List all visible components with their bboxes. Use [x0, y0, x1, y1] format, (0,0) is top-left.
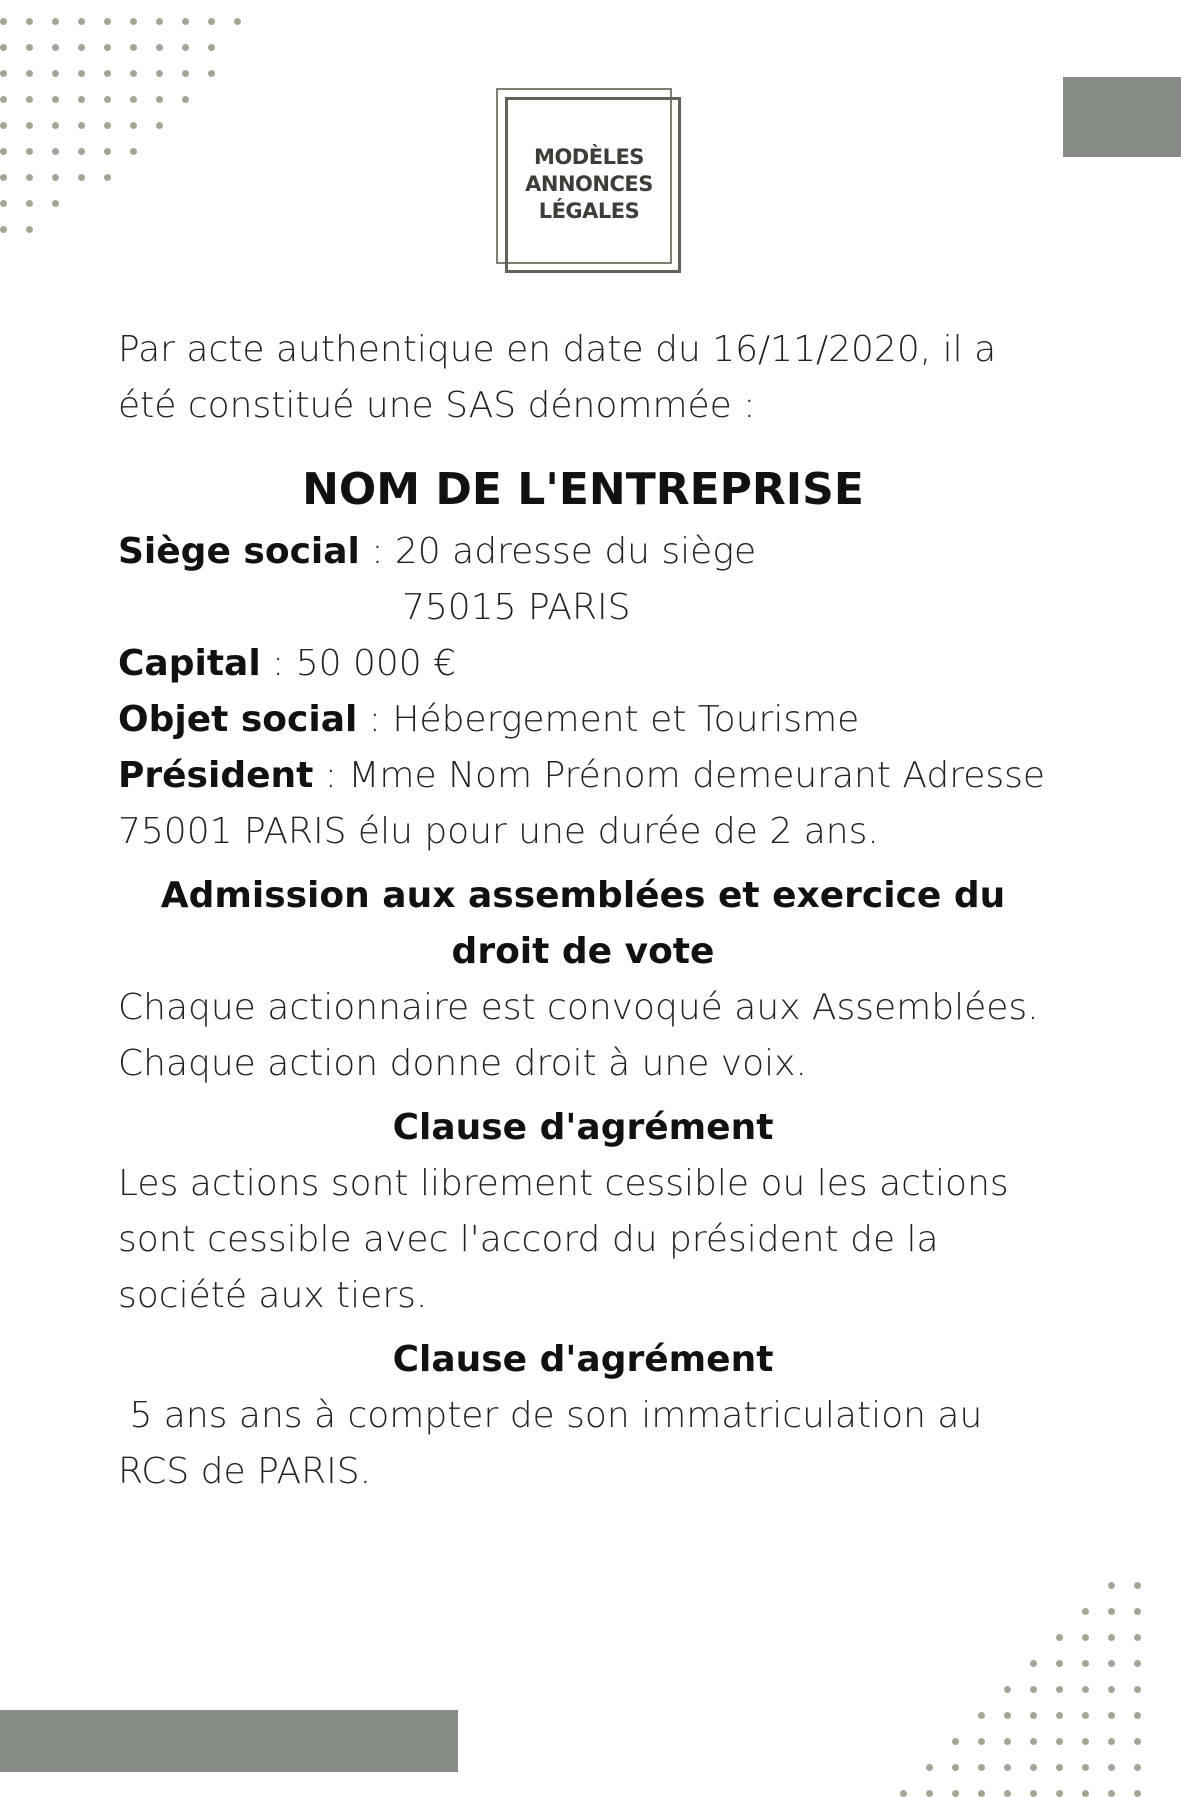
section-body: Les actions sont librement cessible ou les actions sont cessible avec l'accord du président de la société aux tiers. — [118, 1163, 1009, 1316]
decorative-dot — [1056, 1686, 1063, 1693]
decorative-dot — [156, 122, 163, 129]
section-heading: Clause d'agrément — [392, 1339, 774, 1380]
field-objet-sep: : — [357, 699, 393, 740]
field-siege-value-2: 75015 PARIS — [402, 587, 631, 628]
decorative-dot — [78, 44, 85, 51]
decorative-dot — [1082, 1790, 1089, 1797]
decorative-dot — [978, 1764, 985, 1771]
decorative-dot — [1004, 1686, 1011, 1693]
decorative-dot — [1004, 1764, 1011, 1771]
decorative-dot — [156, 70, 163, 77]
decorative-dot — [26, 70, 33, 77]
decorative-dot — [1108, 1608, 1115, 1615]
intro-text: Par acte authentique en date du 16/11/2020, il a été constitué une SAS dénommée : — [118, 329, 997, 426]
decorative-dot — [0, 200, 7, 207]
logo-line-2: ANNONCES — [525, 172, 653, 196]
decorative-dot — [0, 226, 7, 233]
decorative-dot — [978, 1738, 985, 1745]
decorative-dot — [130, 44, 137, 51]
decorative-dot — [1056, 1738, 1063, 1745]
decorative-dot — [1004, 1738, 1011, 1745]
field-objet-label: Objet social — [118, 699, 358, 740]
decorative-dot — [1030, 1660, 1037, 1667]
decorative-dot — [952, 1738, 959, 1745]
decorative-dot — [208, 70, 215, 77]
decorative-dot — [952, 1764, 959, 1771]
decorative-dot — [1134, 1712, 1141, 1719]
decorative-dot — [104, 174, 111, 181]
decorative-dot — [1082, 1634, 1089, 1641]
company-name: NOM DE L'ENTREPRISE — [302, 464, 864, 515]
decorative-dot — [156, 96, 163, 103]
decorative-dot — [978, 1712, 985, 1719]
decorative-dot — [182, 70, 189, 77]
decorative-dot — [0, 148, 7, 155]
decorative-dot — [1082, 1686, 1089, 1693]
field-president-label: Président — [118, 755, 314, 796]
decorative-dot — [26, 226, 33, 233]
decorative-dot — [978, 1790, 985, 1797]
logo-text — [496, 144, 682, 225]
decorative-dot — [0, 44, 7, 51]
legal-notice — [118, 322, 1048, 1500]
decorative-dot — [130, 96, 137, 103]
decorative-dot — [52, 44, 59, 51]
decorative-dot — [1134, 1790, 1141, 1797]
decorative-dot — [130, 18, 137, 25]
field-president — [118, 748, 1048, 860]
decorative-dot — [208, 44, 215, 51]
decorative-dot — [26, 96, 33, 103]
decorative-dot — [78, 148, 85, 155]
decorative-dot — [1082, 1608, 1089, 1615]
decorative-dot — [1108, 1738, 1115, 1745]
decorative-dot — [130, 148, 137, 155]
decorative-dot — [1108, 1582, 1115, 1589]
logo-line-1: MODÈLES — [534, 145, 644, 169]
decorative-dot — [26, 174, 33, 181]
decorative-dot — [1134, 1634, 1141, 1641]
decorative-dot — [926, 1790, 933, 1797]
decorative-dot — [182, 96, 189, 103]
decorative-dot — [1056, 1660, 1063, 1667]
decorative-dot — [104, 148, 111, 155]
decorative-dot — [1030, 1738, 1037, 1745]
decorative-dot — [104, 70, 111, 77]
decorative-dot — [0, 96, 7, 103]
decorative-dot — [1134, 1582, 1141, 1589]
decorative-dot — [1056, 1712, 1063, 1719]
decorative-dot — [1056, 1790, 1063, 1797]
decorative-dot — [104, 122, 111, 129]
decorative-dot — [234, 18, 241, 25]
decorative-dot — [52, 200, 59, 207]
decorative-dot — [926, 1764, 933, 1771]
decorative-dot — [26, 18, 33, 25]
decorative-dot — [1082, 1738, 1089, 1745]
decorative-dot — [1056, 1764, 1063, 1771]
field-objet — [118, 692, 1048, 748]
decorative-dot — [78, 70, 85, 77]
field-siege — [118, 524, 1048, 580]
decorative-dot — [1108, 1712, 1115, 1719]
decorative-dot — [52, 148, 59, 155]
decorative-dot — [182, 44, 189, 51]
decorative-dot — [1004, 1790, 1011, 1797]
decorative-dot — [26, 44, 33, 51]
section-body: 5 ans ans à compter de son immatriculation au RCS de PARIS. — [118, 1395, 994, 1492]
decorative-dot — [0, 122, 7, 129]
decorative-dot — [78, 18, 85, 25]
decorative-dot — [52, 18, 59, 25]
decorative-dot — [900, 1790, 907, 1797]
decorative-dot — [130, 70, 137, 77]
field-president-sep: : — [313, 755, 349, 796]
logo — [496, 88, 682, 274]
section-body: Chaque actionnaire est convoqué aux Assemblées. Chaque action donne droit à une voix. — [118, 987, 1039, 1084]
section-heading: Clause d'agrément — [392, 1107, 774, 1148]
decorative-dot — [182, 18, 189, 25]
field-siege-sep: : — [359, 531, 395, 572]
decorative-dot — [1030, 1764, 1037, 1771]
field-siege-label: Siège social — [118, 531, 360, 572]
decorative-dot — [1030, 1712, 1037, 1719]
field-capital-value: 50 000 € — [295, 643, 456, 684]
section-heading: Admission aux assemblées et exercice du droit de vote — [160, 875, 1006, 972]
decorative-dot — [952, 1790, 959, 1797]
decorative-dot — [1108, 1660, 1115, 1667]
field-capital — [118, 636, 1048, 692]
decorative-dot — [130, 122, 137, 129]
decorative-dot — [1056, 1634, 1063, 1641]
field-president-value: Mme Nom Prénom demeurant Adresse 75001 PARIS élu pour une durée de 2 ans. — [118, 755, 1046, 852]
decorative-dot — [156, 18, 163, 25]
decorative-dot — [26, 200, 33, 207]
decorative-dot — [1134, 1660, 1141, 1667]
decorative-dot — [1134, 1738, 1141, 1745]
decorative-dot — [208, 18, 215, 25]
decorative-dot — [0, 70, 7, 77]
decorative-dot — [78, 174, 85, 181]
field-capital-sep: : — [260, 643, 296, 684]
decorative-dot — [1134, 1686, 1141, 1693]
decorative-dot — [78, 96, 85, 103]
decorative-dot — [104, 18, 111, 25]
decorative-dot — [1082, 1712, 1089, 1719]
decorative-dot — [1108, 1790, 1115, 1797]
decorative-dot — [1082, 1764, 1089, 1771]
decorative-dot — [1134, 1608, 1141, 1615]
decorative-dot — [52, 174, 59, 181]
decorative-dot — [1030, 1790, 1037, 1797]
decorative-dot — [1030, 1686, 1037, 1693]
decorative-dot — [1082, 1660, 1089, 1667]
logo-line-3: LÉGALES — [538, 199, 640, 223]
decorative-dot — [0, 174, 7, 181]
decorative-dot — [78, 122, 85, 129]
decorative-dot — [52, 96, 59, 103]
decorative-dot — [104, 44, 111, 51]
field-siege-value: 20 adresse du siège — [394, 531, 757, 572]
decorative-dot — [1108, 1686, 1115, 1693]
decorative-bar-top-right — [1063, 77, 1181, 157]
decorative-dot — [26, 122, 33, 129]
decorative-dot — [1004, 1712, 1011, 1719]
field-objet-value: Hébergement et Tourisme — [392, 699, 860, 740]
decorative-dot — [52, 122, 59, 129]
decorative-dot — [1108, 1764, 1115, 1771]
decorative-dot — [1134, 1764, 1141, 1771]
decorative-bar-bottom-left — [0, 1710, 458, 1772]
decorative-dot — [104, 96, 111, 103]
decorative-dot — [0, 18, 7, 25]
decorative-dot — [52, 70, 59, 77]
field-capital-label: Capital — [118, 643, 261, 684]
decorative-dot — [1108, 1634, 1115, 1641]
decorative-dot — [156, 44, 163, 51]
decorative-dot — [26, 148, 33, 155]
